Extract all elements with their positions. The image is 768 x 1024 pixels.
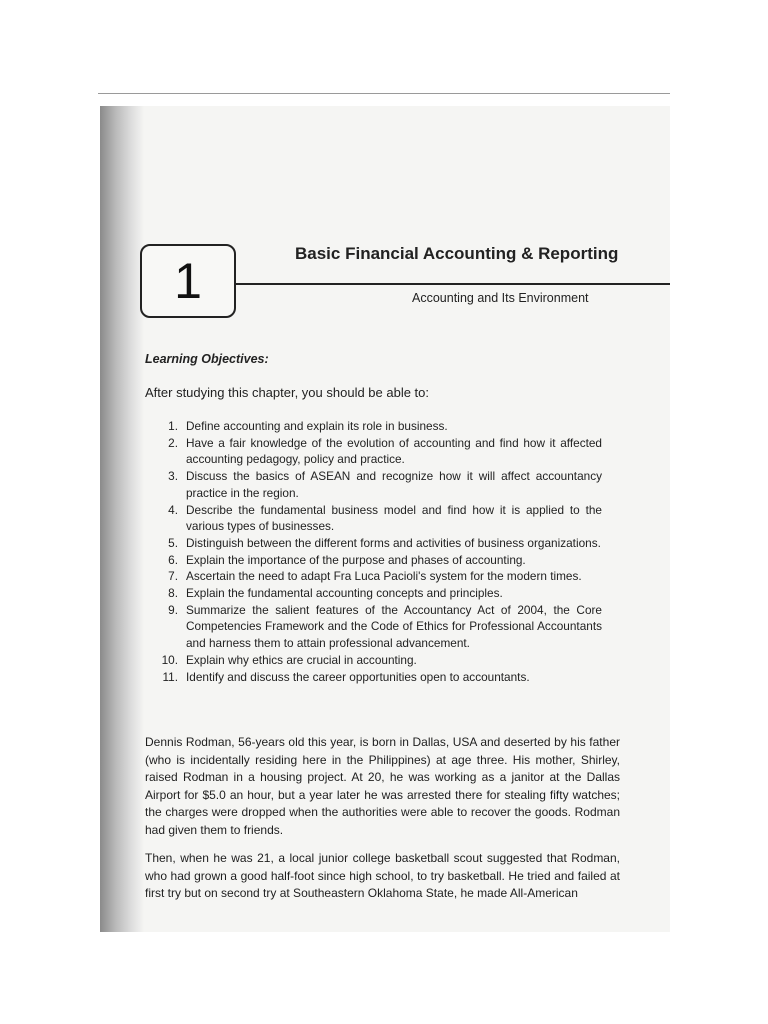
objective-number: 1. [168, 419, 178, 433]
objective-item [158, 468, 602, 501]
objective-text: Have a fair knowledge of the evolution of accounting and find how it affected accounting pedagogy, policy and practice. [186, 435, 602, 467]
objective-item [158, 435, 602, 468]
objective-text: Explain the fundamental accounting concepts and principles. [186, 586, 503, 601]
objective-item [158, 552, 602, 569]
objective-text: Explain why ethics are crucial in accounting. [186, 652, 417, 667]
body-paragraph: Dennis Rodman, 56-years old this year, is born in Dallas, USA and deserted by his father (who is incidentally residing here in the Philippines) at age three. His mother, Shirley, raised Rodman in a housing project. At 20, he was working as a janitor at the Dallas Airport for $5.0 an hour, but a year later he was arrested there for stealing fifty watches; the charges were dropped when the authorities were able to recover the goods. Rodman had given them to friends. [145, 735, 620, 837]
objective-text: Summarize the salient features of the Accountancy Act of 2004, the Core Competencies Framework and the Code of Ethics for Professional Accountants and harness them to attain professional advancement. [186, 602, 602, 651]
objective-number: 3. [168, 469, 178, 484]
objective-item [158, 535, 602, 552]
objective-number: 5. [168, 535, 178, 550]
objective-number: 11. [162, 669, 178, 684]
chapter-subtitle: Accounting and Its Environment [412, 291, 589, 305]
objective-text: Distinguish between the different forms and activities of business organizations. [186, 535, 601, 550]
objective-text: Identify and discuss the career opportunities open to accountants. [186, 669, 530, 684]
objective-item [158, 502, 602, 535]
objective-text: Discuss the basics of ASEAN and recognize how it will affect accountancy practice in the region. [186, 469, 602, 500]
objective-item [158, 568, 602, 585]
objective-number: 4. [168, 502, 178, 517]
objective-item [158, 602, 602, 652]
objective-text: Describe the fundamental business model and find how it is applied to the various types of businesses. [186, 502, 602, 534]
objective-number: 10. [161, 652, 178, 667]
body-paragraph: Then, when he was 21, a local junior college basketball scout suggested that Rodman, who had grown a good half-foot since high school, to try basketball. He tried and failed at first try but on second try at Southeastern Oklahoma State, he made All-American [145, 851, 620, 900]
objective-item [158, 418, 602, 435]
learning-objectives-intro: After studying this chapter, you should be able to: [145, 385, 430, 400]
objective-text: Explain the importance of the purpose and phases of accounting. [186, 552, 526, 567]
objective-text: Ascertain the need to adapt Fra Luca Pacioli's system for the modern times. [186, 569, 582, 584]
top-rule [98, 93, 670, 94]
chapter-number-box [140, 244, 236, 318]
objective-number: 6. [168, 552, 178, 567]
objective-item [158, 585, 602, 602]
spine-shadow [100, 106, 144, 932]
objective-number: 7. [168, 569, 178, 584]
chapter-title: Basic Financial Accounting & Reporting [295, 244, 619, 263]
chapter-rule [234, 283, 670, 285]
objective-number: 8. [168, 586, 178, 601]
learning-objectives-list [158, 418, 602, 685]
learning-objectives-heading: Learning Objectives: [145, 352, 269, 366]
chapter-number: 1 [174, 253, 202, 309]
book-page [100, 106, 670, 932]
objective-item [158, 652, 602, 669]
objective-item [158, 669, 602, 686]
objective-text: Define accounting and explain its role in business. [186, 419, 448, 433]
objective-number: 2. [168, 435, 178, 450]
objective-number: 9. [168, 602, 178, 617]
